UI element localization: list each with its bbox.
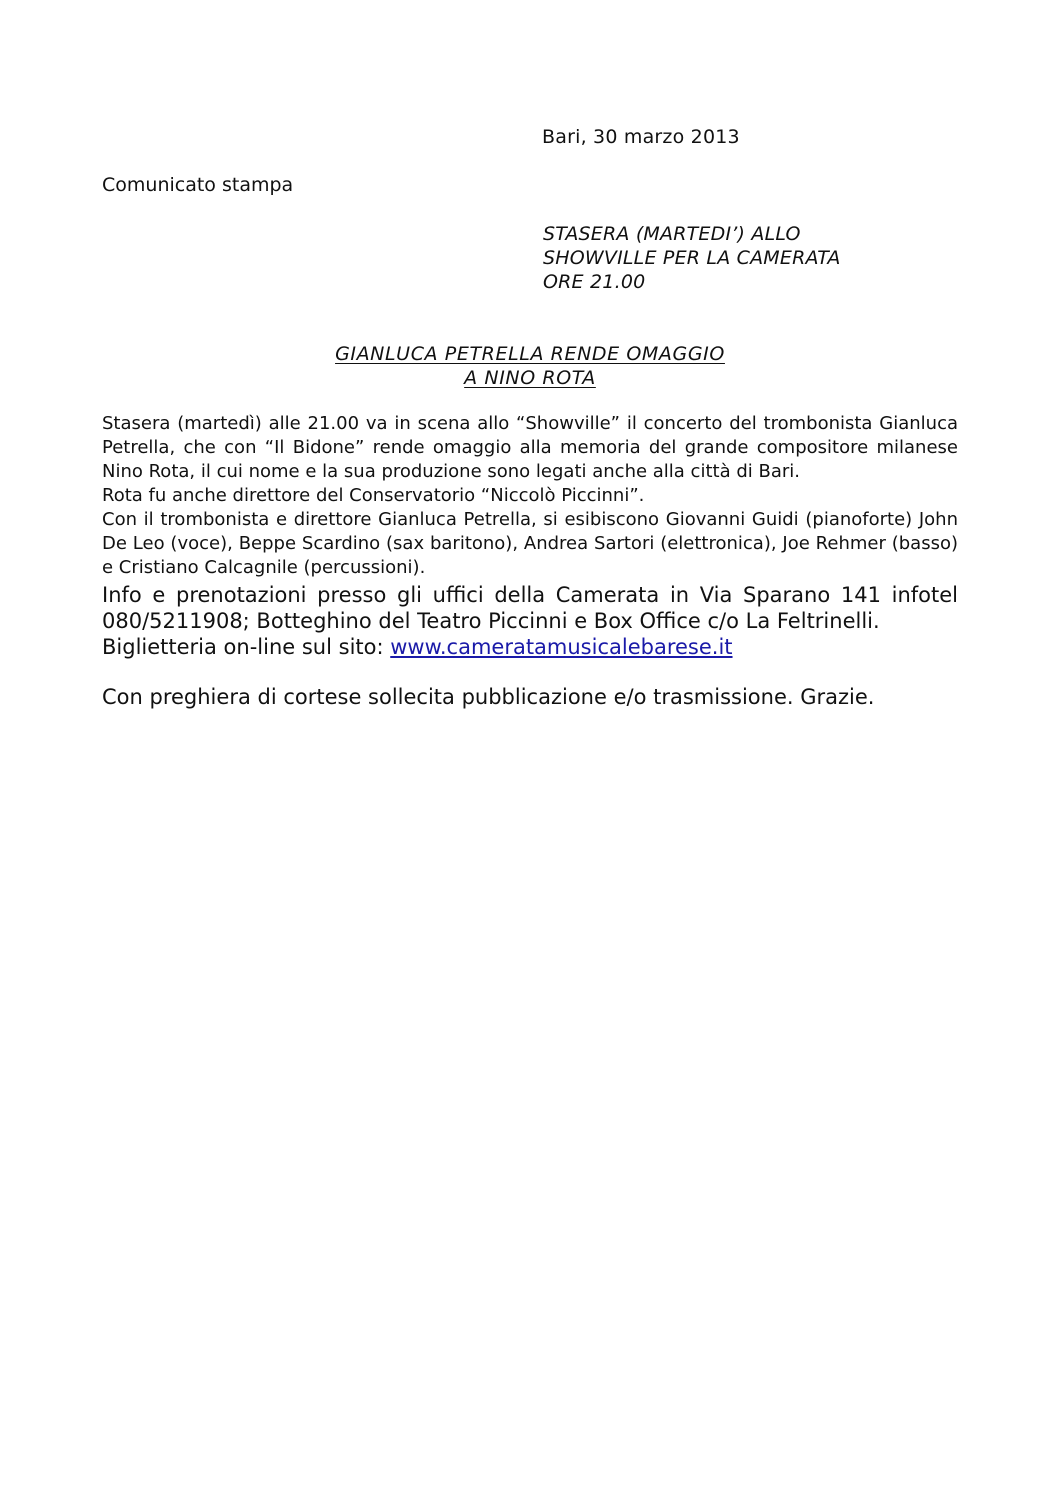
document-type-label: Comunicato stampa [102,174,294,196]
subheading-line: SHOWVILLE PER LA CAMERATA [543,247,841,269]
closing-note: Con preghiera di cortese sollecita pubblicazione e/o trasmissione. Grazie. [102,685,875,709]
tickets-prefix: Biglietteria on-line sul sito: [102,635,391,659]
document-date: Bari, 30 marzo 2013 [542,126,740,148]
subheading-line: STASERA (MARTEDI’) ALLO [543,223,801,245]
tickets-website-link[interactable]: www.cameratamusicalebarese.it [390,635,733,659]
body-paragraph-performers: Con il trombonista e direttore Gianluca Petrella, si esibiscono Giovanni Guidi (pianoforte) John De Leo (voce), Beppe Scardino (sax baritono), Andrea Sartori (elettronica), Joe Rehmer (basso) e Cristiano Calcagnile (percussioni). [102,509,958,578]
event-subheading [543,222,841,294]
title-line-1: GIANLUCA PETRELLA RENDE OMAGGIO [335,343,725,365]
title-line-2: A NINO ROTA [464,367,596,389]
tickets-line [102,634,958,660]
subheading-line: ORE 21.00 [543,271,646,293]
press-release-title [280,342,780,390]
body-paragraph-event: Stasera (martedì) alle 21.00 va in scena allo “Showville” il concerto del trombonista Gianluca Petrella, che con “Il Bidone” rende omaggio alla memoria del grande compositore milanese Nino Rota, il cui nome e la sua produzione sono legati anche alla città di Bari. [102,413,958,482]
body-paragraph-rota: Rota fu anche direttore del Conservatorio “Niccolò Piccinni”. [102,485,645,506]
info-paragraph: Info e prenotazioni presso gli uffici della Camerata in Via Sparano 141 infotel 080/5211908; Botteghino del Teatro Piccinni e Box Office c/o La Feltrinelli. [102,583,958,633]
body-text [102,412,958,580]
info-section [102,582,958,660]
